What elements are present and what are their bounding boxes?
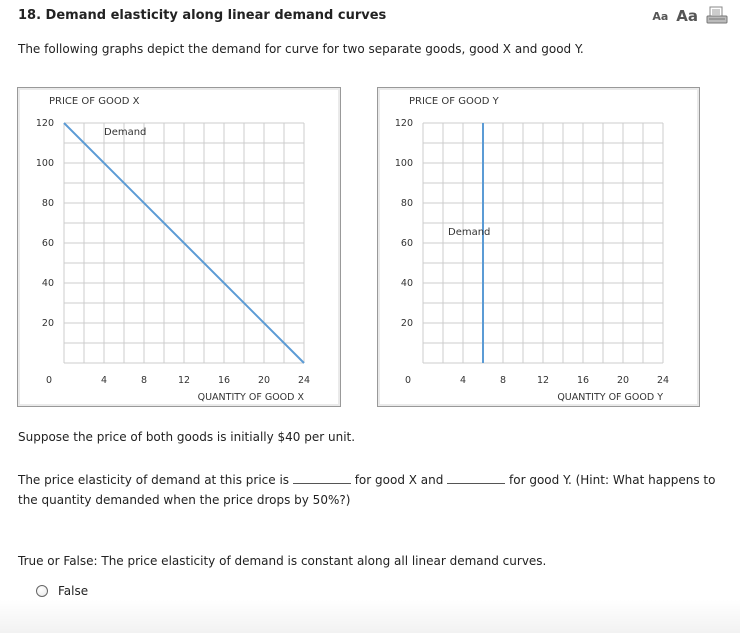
radio-false[interactable] <box>36 585 48 597</box>
chart-good-x <box>18 88 340 406</box>
x-tick-label: 8 <box>140 375 148 386</box>
y-tick-label: 40 <box>400 278 413 289</box>
elasticity-y-dropdown[interactable] <box>447 471 505 484</box>
y-tick-label: 60 <box>400 238 413 249</box>
elasticity-question <box>18 470 728 510</box>
y-tick-label: 80 <box>400 198 413 209</box>
bottom-strip <box>0 600 740 633</box>
chart-good-y <box>378 88 699 406</box>
graph-good-y <box>377 87 700 407</box>
y-tick-label: 60 <box>41 238 54 249</box>
y-tick-label: 0 <box>45 375 52 386</box>
intro-text: The following graphs depict the demand for curve for two separate goods, good X and good Y. <box>18 42 584 56</box>
elasticity-text-2: for good X and <box>354 473 444 487</box>
demand-curve-label: Demand <box>448 227 491 238</box>
font-small-button[interactable]: Aa <box>652 9 669 23</box>
question-title: 18. Demand elasticity along linear demand curves <box>18 8 387 23</box>
x-tick-label: 16 <box>217 375 231 386</box>
elasticity-x-dropdown[interactable] <box>293 471 351 484</box>
x-tick-label: 24 <box>297 375 311 386</box>
y-tick-label: 120 <box>394 118 413 129</box>
true-false-prompt: True or False: The price elasticity of demand is constant along all linear demand curves. <box>18 554 547 568</box>
y-tick-label: 100 <box>394 158 413 169</box>
y-tick-label: 100 <box>35 158 54 169</box>
y-axis-label: PRICE OF GOOD Y <box>409 96 499 107</box>
x-axis-label: QUANTITY OF GOOD Y <box>557 392 663 403</box>
graph-good-x <box>17 87 341 407</box>
y-tick-label: 80 <box>41 198 54 209</box>
y-tick-label: 20 <box>400 318 413 329</box>
option-false[interactable] <box>36 584 88 598</box>
x-tick-label: 12 <box>177 375 191 386</box>
x-tick-label: 24 <box>656 375 670 386</box>
x-tick-label: 8 <box>499 375 507 386</box>
x-tick-label: 12 <box>536 375 550 386</box>
print-icon[interactable] <box>706 6 728 26</box>
option-false-label: False <box>58 584 89 598</box>
x-tick-label: 16 <box>576 375 590 386</box>
font-large-button[interactable]: Aa <box>676 7 698 25</box>
y-tick-label: 20 <box>41 318 54 329</box>
font-size-controls <box>652 6 728 26</box>
scenario-text: Suppose the price of both goods is initially $40 per unit. <box>18 430 356 444</box>
elasticity-text-3: for good Y. (Hint: What happens to the quantity demanded when the price drops by 50%?) <box>18 473 716 507</box>
x-tick-label: 4 <box>100 375 108 386</box>
x-tick-label: 20 <box>257 375 271 386</box>
y-tick-label: 40 <box>41 278 54 289</box>
elasticity-text-1: The price elasticity of demand at this price is <box>18 473 290 487</box>
x-tick-label: 20 <box>616 375 630 386</box>
y-tick-label: 120 <box>35 118 54 129</box>
x-axis-label: QUANTITY OF GOOD X <box>197 392 304 403</box>
demand-curve-label: Demand <box>104 127 147 138</box>
y-axis-label: PRICE OF GOOD X <box>49 96 140 107</box>
x-tick-label: 4 <box>459 375 467 386</box>
y-tick-label: 0 <box>404 375 411 386</box>
